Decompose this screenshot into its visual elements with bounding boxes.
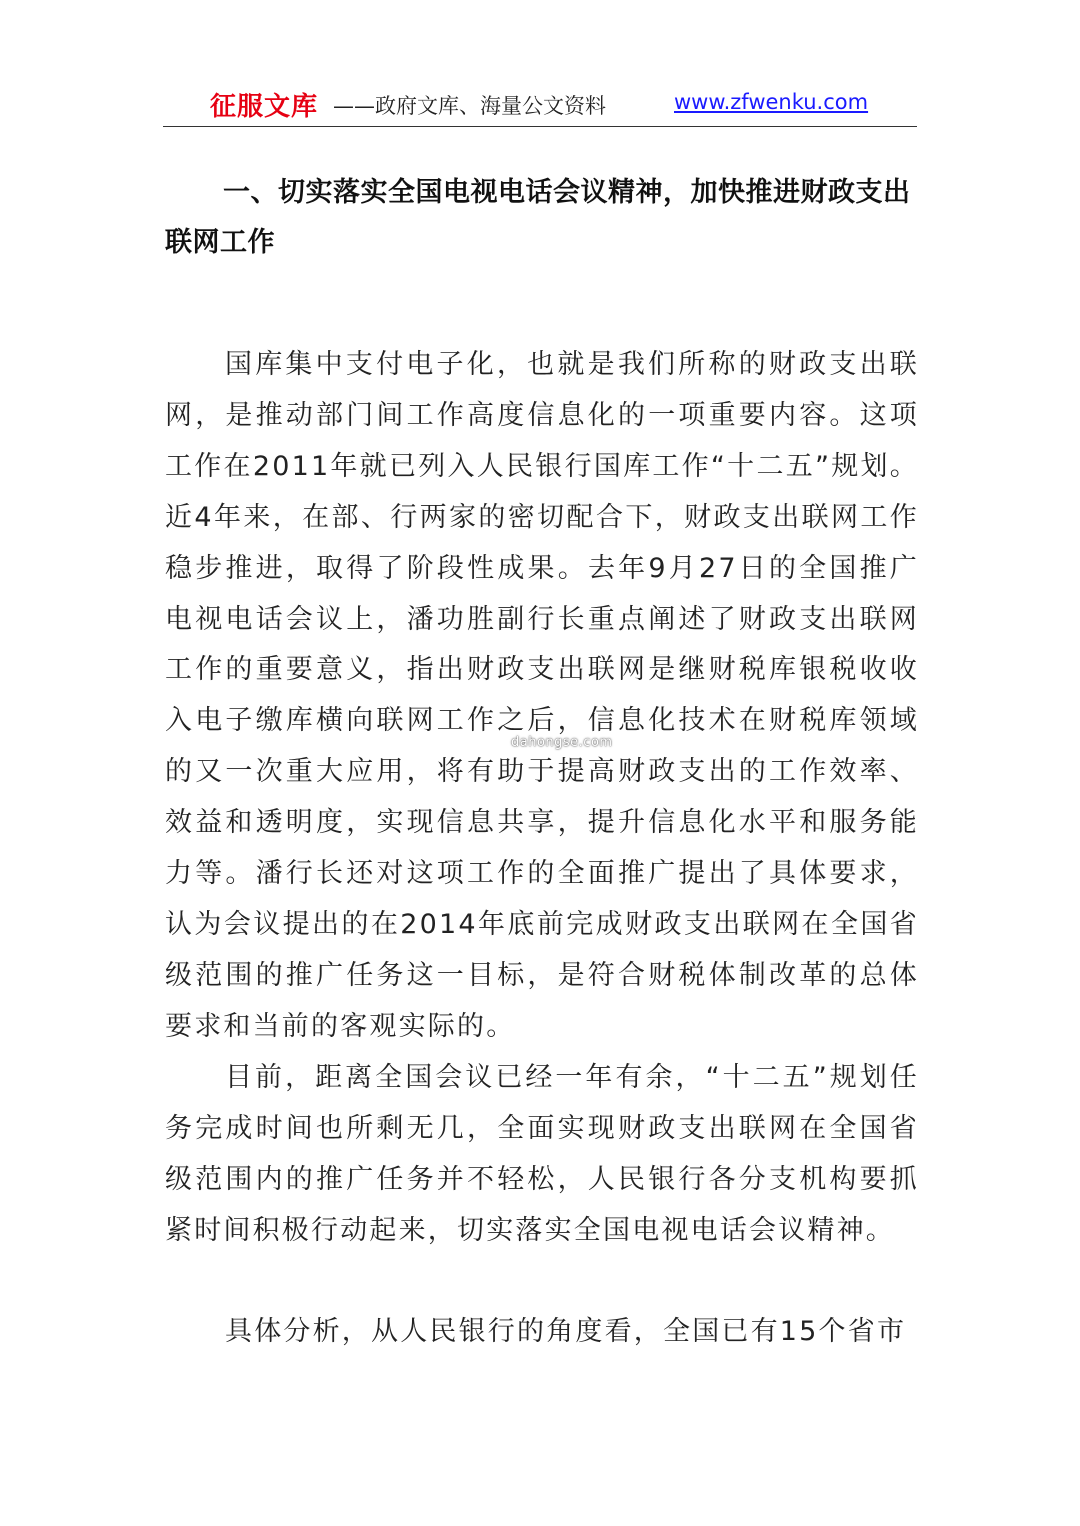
- watermark: dahongse.com: [511, 735, 613, 750]
- brand-logo: 征服文库: [210, 92, 319, 122]
- body-paragraph: 国库集中支付电子化，也就是我们所称的财政支出联网，是推动部门间工作高度信息化的一项重要内容。这项工作在2011年就已列入人民银行国库工作“十二五”规划。近4年来，在部、行两家的密切配合下，财政支出联网工作稳步推进，取得了阶段性成果。去年9月27日的全国推广电视电话会议上，潘功胜副行长重点阐述了财政支出联网工作的重要意义，指出财政支出联网是继财税库银税收收入电子缴库横向联网工作之后，信息化技术在财税库领域的又一次重大应用，将有助于提高财政支出的工作效率、效益和透明度，实现信息共享，提升信息化水平和服务能力等。潘行长还对这项工作的全面推广提出了具体要求，认为会议提出的在2014年底前完成财政支出联网在全国省级范围的推广任务这一目标，是符合财税体制改革的总体要求和当前的客观实际的。: [165, 349, 919, 1042]
- header-tagline: ——政府文库、海量公文资料: [333, 94, 606, 118]
- page-header: [163, 82, 917, 127]
- website-link[interactable]: www.zfwenku.com: [674, 90, 869, 114]
- body-paragraph: 目前，距离全国会议已经一年有余，“十二五”规划任务完成时间也所剩无几，全面实现财政支出联网在全国省级范围内的推广任务并不轻松，人民银行各分支机构要抓紧时间积极行动起来，切实落实全国电视电话会议精神。: [165, 1062, 919, 1246]
- section-heading: 一、切实落实全国电视电话会议精神，加快推进财政支出联网工作: [165, 177, 911, 258]
- body-paragraph: 具体分析，从人民银行的角度看，全国已有15个省市: [225, 1316, 907, 1347]
